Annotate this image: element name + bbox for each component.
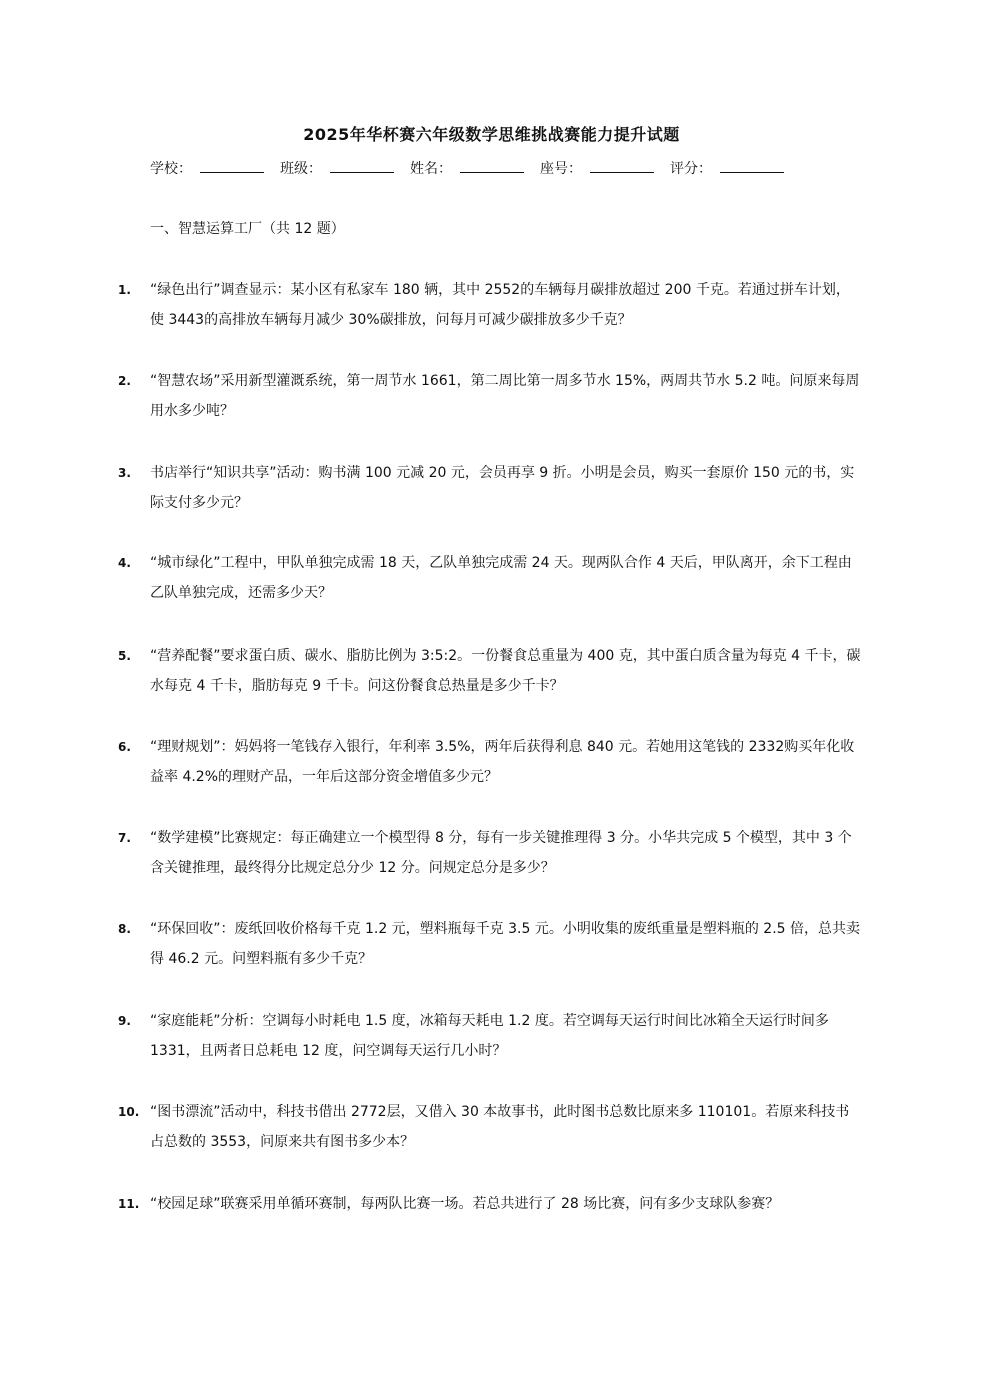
info-label: 姓名：: [410, 161, 452, 177]
question-text: “图书漂流”活动中，科技书借出 2772层，又借入 30 本故事书，此时图书总数比原来多 110101。若原来科技书占总数的 3553，问原来共有图书多少本？: [150, 1104, 850, 1150]
question-item: [118, 1006, 863, 1066]
section-title: 一、智慧运算工厂（共 12 题）: [150, 221, 345, 237]
info-school: [150, 158, 264, 178]
info-seat: [540, 158, 654, 178]
question-text: “环保回收”：废纸回收价格每千克 1.2 元，塑料瓶每千克 3.5 元。小明收集的废纸重量是塑料瓶的 2.5 倍，总共卖得 46.2 元。问塑料瓶有多少千克？: [150, 921, 860, 967]
document-title: 2025年华杯赛六年级数学思维挑战赛能力提升试题: [303, 125, 680, 144]
info-label: 学校：: [150, 161, 192, 177]
question-number: 8.: [118, 922, 131, 936]
question-item: [118, 914, 863, 974]
question-number: 6.: [118, 740, 131, 754]
question-number: 11.: [118, 1197, 140, 1211]
info-label: 评分：: [670, 161, 712, 177]
question-item: [118, 366, 863, 426]
info-label: 座号：: [540, 161, 582, 177]
question-text: “绿色出行”调查显示：某小区有私家车 180 辆，其中 2552的车辆每月碳排放超过 200 千克。若通过拼车计划，使 3443的高排放车辆每月减少 30%碳排放，问每月可减少碳排放多少千克？: [150, 282, 850, 328]
info-name: [410, 158, 524, 178]
question-text: “数学建模”比赛规定：每正确建立一个模型得 8 分，每有一步关键推理得 3 分。小华共完成 5 个模型，其中 3 个含关键推理，最终得分比规定总分少 12 分。问规定总分是多少？: [150, 830, 852, 876]
fill-in-blank: [460, 158, 524, 173]
question-item: [118, 548, 863, 608]
question-number: 9.: [118, 1014, 131, 1028]
question-number: 10.: [118, 1105, 140, 1119]
question-item: [118, 823, 863, 883]
question-text: “营养配餐”要求蛋白质、碳水、脂肪比例为 3:5:2。一份餐食总重量为 400 克，其中蛋白质含量为每克 4 千卡，碳水每克 4 千卡，脂肪每克 9 千卡。问这份餐食总热量是多少千卡？: [150, 648, 861, 694]
fill-in-blank: [720, 158, 784, 173]
question-text: “城市绿化”工程中，甲队单独完成需 18 天，乙队单独完成需 24 天。现两队合作 4 天后，甲队离开，余下工程由乙队单独完成，还需多少天？: [150, 555, 852, 601]
question-text: “智慧农场”采用新型灌溉系统，第一周节水 1661，第二周比第一周多节水 15%，两周共节水 5.2 吨。问原来每周用水多少吨？: [150, 373, 860, 419]
question-item: [118, 1189, 863, 1219]
student-info-row: [150, 158, 850, 178]
question-item: [118, 732, 863, 792]
question-item: [118, 275, 863, 335]
question-text: “理财规划”：妈妈将一笔钱存入银行，年利率 3.5%，两年后获得利息 840 元。若她用这笔钱的 2332购买年化收益率 4.2%的理财产品，一年后这部分资金增值多少元？: [150, 739, 855, 785]
fill-in-blank: [330, 158, 394, 173]
question-number: 3.: [118, 466, 131, 480]
question-number: 4.: [118, 556, 131, 570]
info-score: [670, 158, 784, 178]
question-text: 书店举行“知识共享”活动：购书满 100 元减 20 元，会员再享 9 折。小明是会员，购买一套原价 150 元的书，实际支付多少元？: [150, 465, 855, 511]
info-label: 班级：: [280, 161, 322, 177]
question-number: 7.: [118, 831, 131, 845]
info-class: [280, 158, 394, 178]
question-number: 1.: [118, 283, 131, 297]
question-item: [118, 458, 863, 518]
question-text: “家庭能耗”分析：空调每小时耗电 1.5 度，冰箱每天耗电 1.2 度。若空调每天运行时间比冰箱全天运行时间多 1331，且两者日总耗电 12 度，问空调每天运行几小时？: [150, 1013, 829, 1059]
question-number: 5.: [118, 649, 131, 663]
fill-in-blank: [590, 158, 654, 173]
fill-in-blank: [200, 158, 264, 173]
question-number: 2.: [118, 374, 131, 388]
question-item: [118, 641, 863, 701]
question-item: [118, 1097, 863, 1157]
question-text: “校园足球”联赛采用单循环赛制，每两队比赛一场。若总共进行了 28 场比赛，问有多少支球队参赛？: [150, 1196, 780, 1212]
